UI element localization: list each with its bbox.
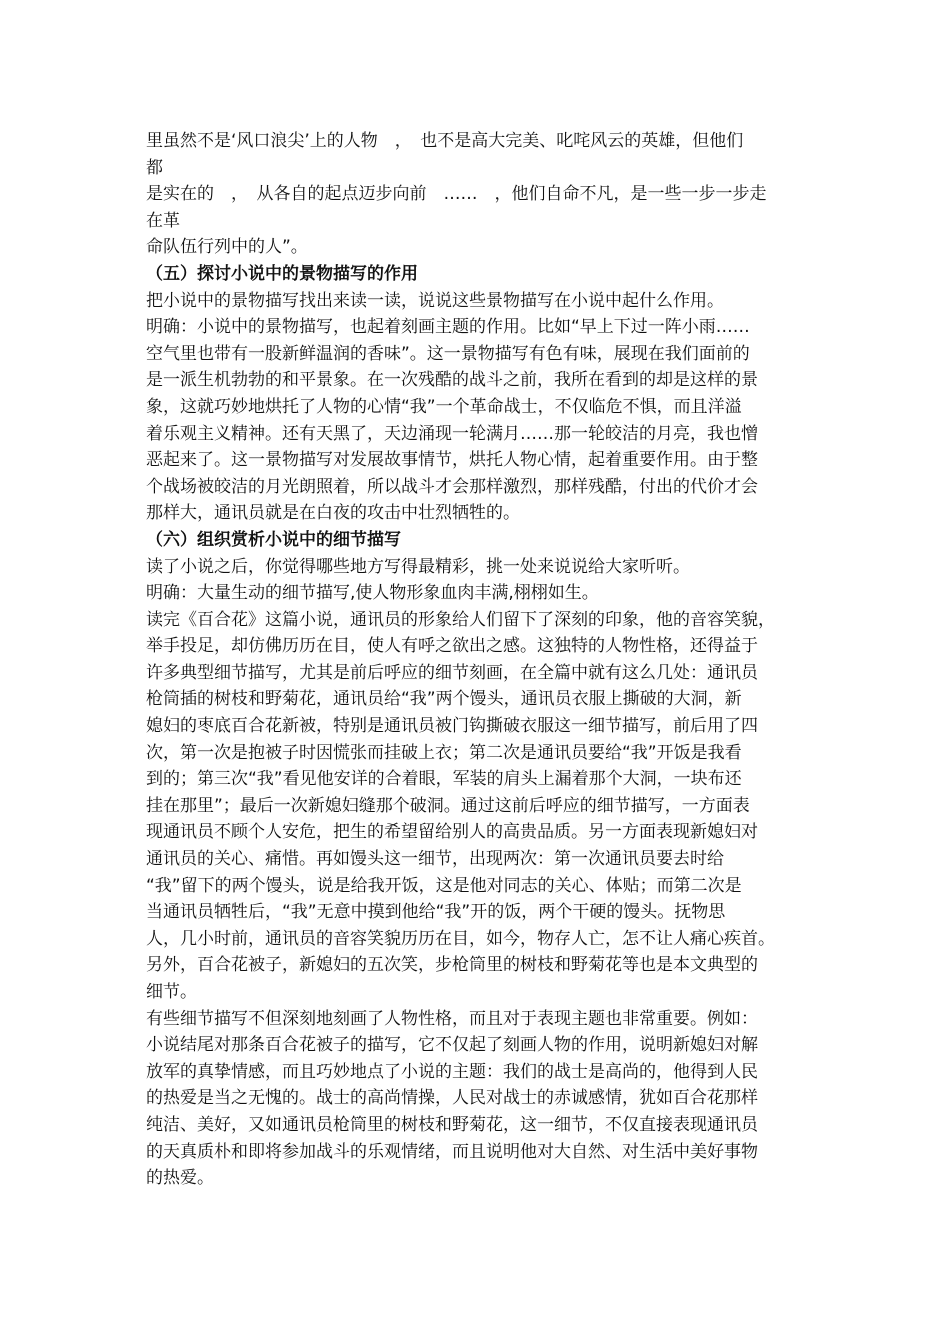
- document-body: [146, 128, 806, 1192]
- section-5-body: [146, 288, 806, 527]
- text-line: 在革: [146, 210, 180, 231]
- text-line: 另外，百合花被子，新媳妇的五次笑，步枪筒里的树枝和野菊花等也是本文典型的: [146, 955, 758, 976]
- section-5-heading: （五）探讨小说中的景物描写的作用: [146, 263, 418, 284]
- text-line: 当通讯员牺牲后，“我”无意中摸到他给“我”开的饭，两个干硬的馒头。抚物思: [146, 902, 726, 923]
- text-line: 枪筒插的树枝和野菊花，通讯员给“我”两个馒头，通讯员衣服上撕破的大洞，新: [146, 689, 742, 710]
- text-line: 到的；第三次“我”看见他安详的合着眼，军装的肩头上漏着那个大洞，一块布还: [146, 769, 742, 790]
- text-line: 的热爱是当之无愧的。战士的高尚情操，人民对战士的赤诚感情，犹如百合花那样: [146, 1088, 758, 1109]
- text-line: 读了小说之后，你觉得哪些地方写得最精彩，挑一处来说说给大家听听。: [146, 556, 690, 577]
- text-line: 细节。: [146, 982, 197, 1002]
- text-line: 小说结尾对那条百合花被子的描写，它不仅起了刻画人物的作用，说明新媳妇对解: [146, 1035, 758, 1056]
- text-line: 恶起来了。这一景物描写对发展故事情节，烘托人物心情，起着重要作用。由于整: [146, 450, 758, 471]
- text-line: 通讯员的关心、痛惜。再如馒头这一细节，出现两次：第一次通讯员要去时给: [146, 849, 724, 870]
- text-line: 挂在那里”；最后一次新媳妇缝那个破洞。通过这前后呼应的细节描写，一方面表: [146, 795, 750, 816]
- section-6-body: [146, 554, 806, 1192]
- text-line: 是一派生机勃勃的和平景象。在一次残酷的战斗之前，我所在看到的却是这样的景: [146, 370, 758, 391]
- text-line: 读完《百合花》这篇小说，通讯员的形象给人们留下了深刻的印象，他的音容笑貌，: [146, 609, 775, 630]
- intro-paragraph: [146, 128, 806, 261]
- text-line: 的热爱。: [146, 1168, 214, 1189]
- text-line: 许多典型细节描写，尤其是前后呼应的细节刻画，在全篇中就有这么几处：通讯员: [146, 662, 758, 683]
- text-line: 媳妇的枣底百合花新被，特别是通讯员被门钩撕破衣服这一细节描写，前后用了四: [146, 716, 758, 737]
- text-line: 次，第一次是抱被子时因慌张而挂破上衣；第二次是通讯员要给“我”开饭是我看: [146, 742, 742, 763]
- text-line: 把小说中的景物描写找出来读一读，说说这些景物描写在小说中起什么作用。: [146, 290, 724, 311]
- text-line: 明确：大量生动的细节描写,使人物形象血肉丰满,栩栩如生。: [146, 583, 599, 604]
- section-6-heading: （六）组织赏析小说中的细节描写: [146, 529, 401, 550]
- text-line: 命队伍行列中的人”。: [146, 237, 308, 258]
- text-line: 着乐观主义精神。还有天黑了，天边涌现一轮满月……那一轮皎洁的月亮，我也憎: [146, 423, 758, 444]
- text-line: 空气里也带有一股新鲜温润的香味”。这一景物描写有色有味，展现在我们面前的: [146, 343, 750, 364]
- text-line: 人，几小时前，通讯员的音容笑貌历历在目，如今，物存人亡，怎不让人痛心疾首。: [146, 928, 775, 949]
- text-line: “我”留下的两个馒头，说是给我开饭，这是他对同志的关心、体贴；而第二次是: [146, 875, 742, 896]
- text-line: 是实在的 ， 从各自的起点迈步向前 …… ，他们自命不凡，是一些一步一步走: [146, 184, 767, 205]
- text-line: 里虽然不是‘风口浪尖’上的人物 ， 也不是高大完美、叱咤风云的英雄，但他们: [146, 131, 744, 151]
- text-line: 那样大，通讯员就是在白夜的攻击中壮烈牺牲的。: [146, 503, 520, 524]
- text-line: 放军的真挚情感，而且巧妙地点了小说的主题：我们的战士是高尚的，他得到人民: [146, 1061, 758, 1082]
- text-line: 现通讯员不顾个人安危，把生的希望留给别人的高贵品质。另一方面表现新媳妇对: [146, 822, 758, 843]
- text-line: 的天真质朴和即将参加战斗的乐观情绪，而且说明他对大自然、对生活中美好事物: [146, 1141, 758, 1162]
- text-line: 个战场被皎洁的月光朗照着，所以战斗才会那样激烈，那样残酷，付出的代价才会: [146, 476, 758, 497]
- text-line: 纯洁、美好，又如通讯员枪筒里的树枝和野菊花，这一细节，不仅直接表现通讯员: [146, 1114, 758, 1135]
- text-line: 明确：小说中的景物描写，也起着刻画主题的作用。比如“早上下过一阵小雨……: [146, 317, 750, 338]
- text-line: 都: [146, 157, 163, 178]
- text-line: 象，这就巧妙地烘托了人物的心情“我”一个革命战士，不仅临危不惧，而且洋溢: [146, 396, 742, 417]
- text-line: 有些细节描写不但深刻地刻画了人物性格，而且对于表现主题也非常重要。例如：: [146, 1008, 758, 1029]
- text-line: 举手投足，却仿佛历历在目，使人有呼之欲出之感。这独特的人物性格，还得益于: [146, 636, 758, 657]
